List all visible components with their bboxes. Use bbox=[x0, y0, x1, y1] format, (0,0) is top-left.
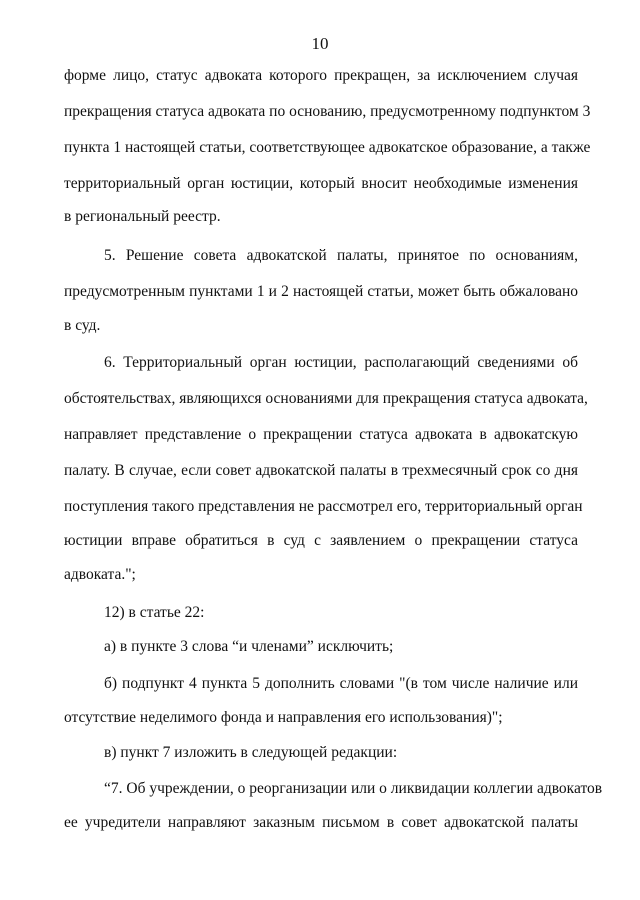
text-line: а) в пункте 3 слова “и членами” исключить; bbox=[104, 638, 394, 655]
page-number: 10 bbox=[311, 34, 329, 53]
text-line: предусмотренным пунктами 1 и 2 настоящей статьи, может быть обжаловано bbox=[64, 283, 578, 300]
text-line: ее учредители направляют заказным письмом в совет адвокатской палаты bbox=[64, 814, 578, 831]
text-line: 6. Территориальный орган юстиции, располагающий сведениями об bbox=[104, 354, 578, 371]
text-line: форме лицо, статус адвоката которого прекращен, за исключением случая bbox=[64, 67, 578, 84]
text-line: отсутствие неделимого фонда и направления его использования)"; bbox=[64, 709, 503, 726]
text-line: в региональный реестр. bbox=[64, 208, 221, 225]
text-line: в) пункт 7 изложить в следующей редакции: bbox=[104, 744, 398, 761]
text-line: б) подпункт 4 пункта 5 дополнить словами "(в том числе наличие или bbox=[104, 675, 578, 692]
text-line: пункта 1 настоящей статьи, соответствующее адвокатское образование, а также bbox=[64, 139, 591, 156]
text-line: обстоятельствах, являющихся основаниями для прекращения статуса адвоката, bbox=[64, 390, 588, 407]
text-line: поступления такого представления не рассмотрел его, территориальный орган bbox=[64, 498, 583, 515]
text-line: юстиции вправе обратиться в суд с заявлением о прекращении статуса bbox=[64, 532, 578, 549]
text-line: 5. Решение совета адвокатской палаты, принятое по основаниям, bbox=[104, 247, 578, 264]
text-line: 12) в статье 22: bbox=[104, 604, 205, 621]
text-line: прекращения статуса адвоката по основанию, предусмотренному подпунктом 3 bbox=[64, 103, 591, 120]
text-line: палату. В случае, если совет адвокатской палаты в трехмесячный срок со дня bbox=[64, 462, 578, 479]
text-line: “7. Об учреждении, о реорганизации или о ликвидации коллегии адвокатов bbox=[104, 780, 603, 797]
text-line: территориальный орган юстиции, который вносит необходимые изменения bbox=[64, 175, 578, 192]
text-line: направляет представление о прекращении статуса адвоката в адвокатскую bbox=[64, 426, 578, 443]
text-line: в суд. bbox=[64, 317, 101, 334]
text-line: адвоката."; bbox=[64, 566, 136, 583]
